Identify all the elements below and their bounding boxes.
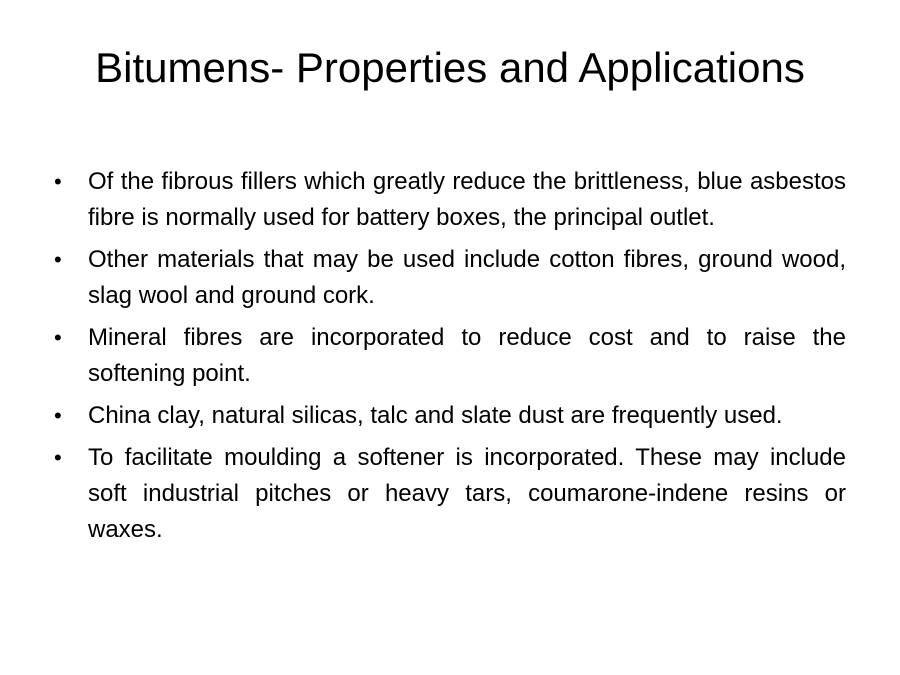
bullet-text: Of the fibrous fillers which greatly reduce the brittleness, blue asbestos fibre is normally used for battery boxes, the principal outlet.: [88, 168, 846, 231]
slide-title: Bitumens- Properties and Applications: [95, 44, 805, 91]
bullet-marker: •: [54, 325, 62, 350]
bullet-marker: •: [54, 169, 62, 194]
bullet-marker: •: [54, 403, 62, 428]
bullet-item: [54, 242, 846, 314]
bullet-item: [54, 398, 846, 434]
bullet-list: [54, 164, 846, 554]
bullet-marker: •: [54, 247, 62, 272]
bullet-text: Mineral fibres are incorporated to reduce cost and to raise the softening point.: [88, 324, 846, 387]
bullet-text: China clay, natural silicas, talc and slate dust are frequently used.: [88, 402, 783, 429]
bullet-marker: •: [54, 445, 62, 470]
bullet-item: [54, 440, 846, 548]
bullet-text: Other materials that may be used include cotton fibres, ground wood, slag wool and ground cork.: [88, 246, 846, 309]
bullet-text: To facilitate moulding a softener is incorporated. These may include soft industrial pitches or heavy tars, coumarone-indene resins or waxes.: [88, 444, 846, 543]
bullet-item: [54, 164, 846, 236]
bullet-item: [54, 320, 846, 392]
